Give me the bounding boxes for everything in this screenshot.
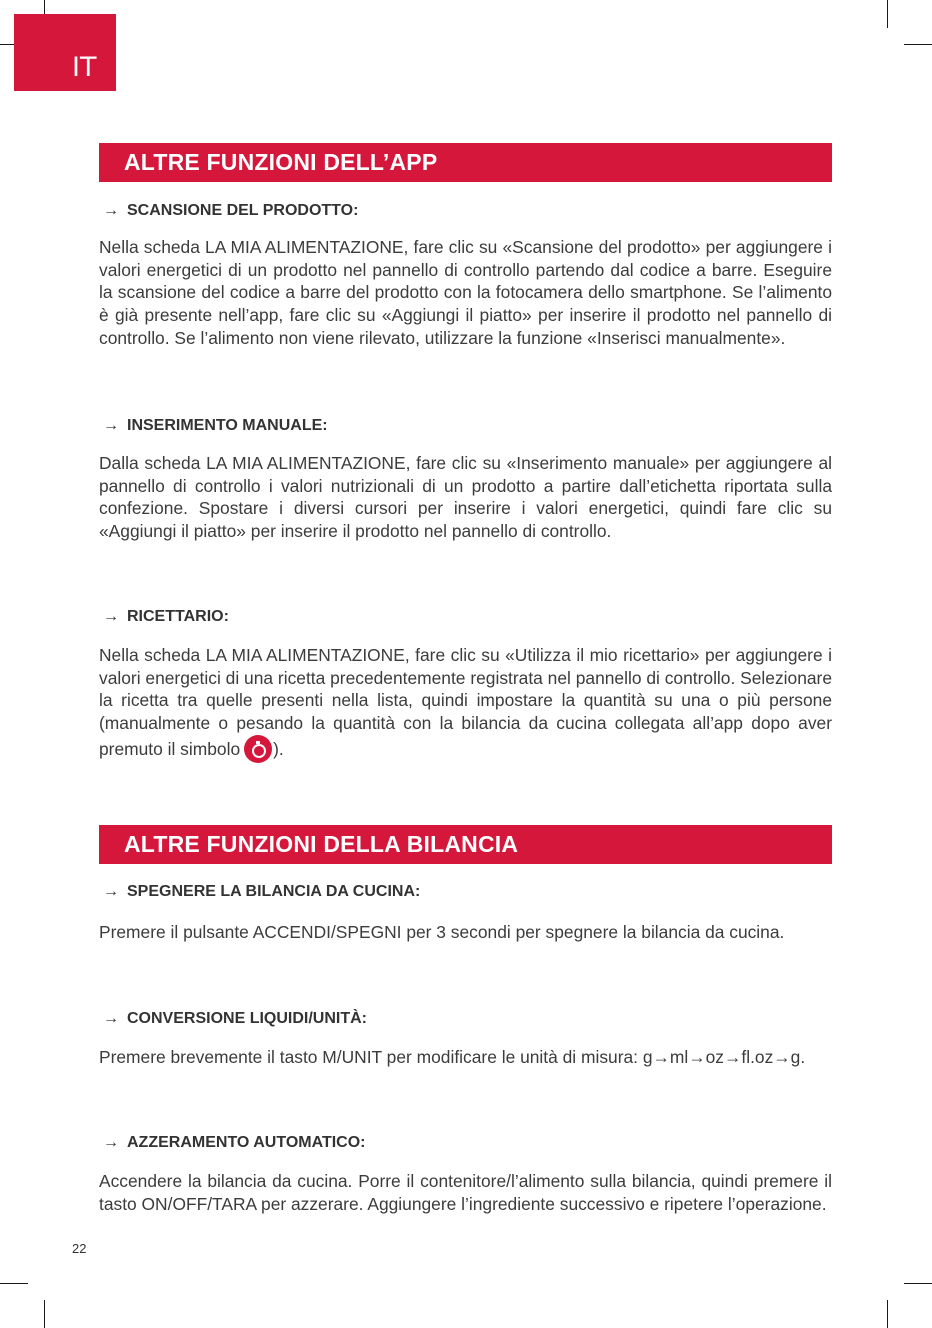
subheading-ricettario: → RICETTARIO: (103, 608, 229, 625)
arrow-right-icon: → (103, 1010, 119, 1027)
subheading-azzeramento: → AZZERAMENTO AUTOMATICO: (103, 1134, 366, 1151)
paragraph-ricettario: Nella scheda LA MIA ALIMENTAZIONE, fare clic su «Utilizza il mio ricettario» per aggiungere i valori energetici di una ricetta precedentemente registrata nel pannello di controllo. Selezionare la ricetta tra quelle presenti nella lista, quindi impostare la quantità su una o più persone (manualmente o pesando la quantità con la bilancia da cucina collegata all’app dopo aver premuto il simbolo ). (99, 644, 832, 763)
crop-mark (904, 1283, 932, 1284)
arrow-right-icon: → (103, 417, 119, 434)
page-number: 22 (72, 1241, 87, 1256)
crop-mark (904, 44, 932, 45)
kitchen-scale-icon (244, 735, 272, 763)
subheading-conversione: → CONVERSIONE LIQUIDI/UNITÀ: (103, 1010, 368, 1027)
crop-mark (44, 1300, 45, 1328)
section-title-bilancia: ALTRE FUNZIONI DELLA BILANCIA (99, 825, 832, 864)
arrow-right-icon: → (103, 202, 119, 219)
crop-mark (0, 1283, 28, 1284)
arrow-right-icon: → (103, 608, 119, 625)
paragraph-spegnere: Premere il pulsante ACCENDI/SPEGNI per 3 secondi per spegnere la bilancia da cucina. (99, 922, 785, 942)
arrow-right-icon: → (103, 1134, 119, 1151)
paragraph-inserimento: Dalla scheda LA MIA ALIMENTAZIONE, fare clic su «Inserimento manuale» per aggiungere al pannello di controllo i valori nutrizionali di un prodotto a partire dall’etichetta riportata sulla confezione. Spostare i diversi cursori per inserire i valori energetici, quindi fare clic su «Aggiungi il piatto» per inserire il prodotto nel pannello di controllo. (99, 453, 832, 542)
language-tab (14, 14, 116, 91)
crop-mark (887, 0, 888, 28)
paragraph-scansione: Nella scheda LA MIA ALIMENTAZIONE, fare clic su «Scansione del prodotto» per aggiungere i valori energetici di un prodotto nel pannello di controllo partendo dal codice a barre. Eseguire la scansione del codice a barre del prodotto con la fotocamera dello smartphone. Se l’alimento è già presente nell’app, fare clic su «Aggiungi il piatto» per inserire il prodotto nel pannello di controllo. Se l’alimento non viene rilevato, utilizzare la funzione «Inserisci manualmente». (99, 237, 832, 348)
subheading-spegnere: → SPEGNERE LA BILANCIA DA CUCINA: (103, 883, 421, 900)
subheading-inserimento: → INSERIMENTO MANUALE: (103, 417, 328, 434)
language-label: IT (72, 52, 97, 83)
section-title-app: ALTRE FUNZIONI DELL’APP (99, 143, 832, 182)
crop-mark (887, 1300, 888, 1328)
arrow-right-icon: → (103, 883, 119, 900)
paragraph-azzeramento: Accendere la bilancia da cucina. Porre il contenitore/l’alimento sulla bilancia, quindi premere il tasto ON/OFF/TARA per azzerare. Aggiungere l’ingrediente successivo e ripetere l’operazione. (99, 1171, 832, 1214)
subheading-scansione: → SCANSIONE DEL PRODOTTO: (103, 202, 359, 219)
paragraph-conversione: Premere brevemente il tasto M/UNIT per modificare le unità di misura: g→ml→oz→fl.oz→g. (99, 1047, 806, 1067)
